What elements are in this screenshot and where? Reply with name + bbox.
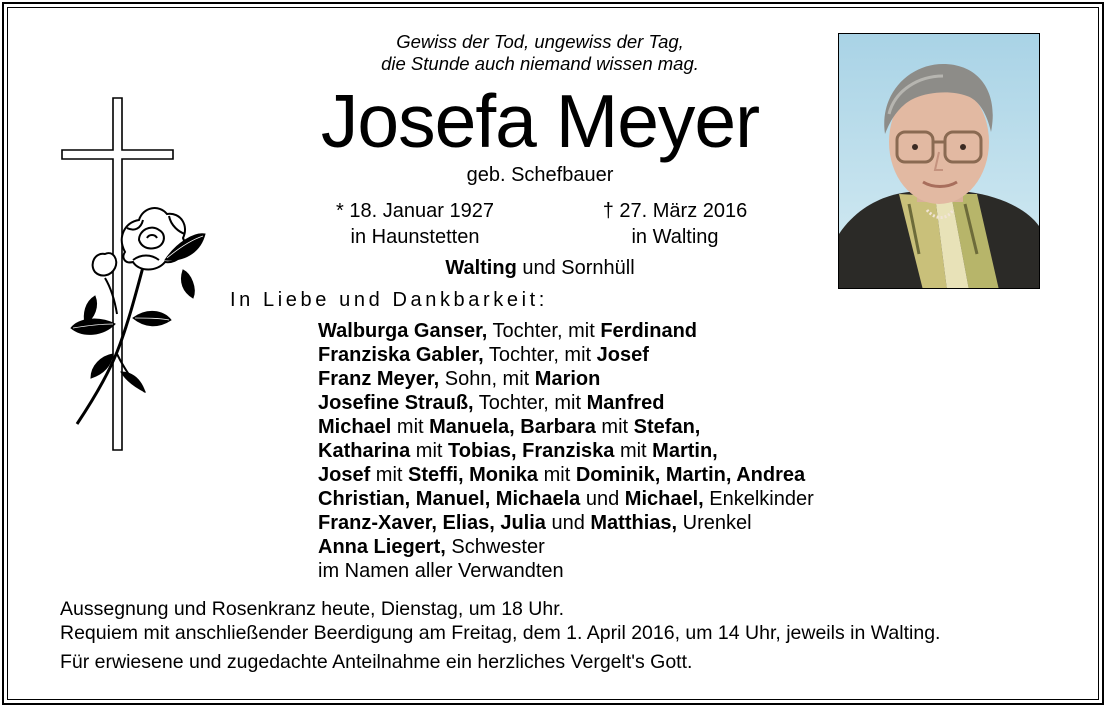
mourner-line (318, 487, 814, 511)
mourner-name: Christian, Manuel, Michaela (318, 488, 581, 510)
mourner-line (318, 367, 814, 391)
mourner-name: Michael, (624, 488, 704, 510)
announcement-line-1: Aussegnung und Rosenkranz heute, Dienstag, um 18 Uhr. (60, 598, 565, 620)
death-date: † 27. März 2016 (602, 200, 748, 222)
mourner-text: und (580, 488, 625, 510)
mourner-name: Walburga Ganser, (318, 320, 488, 342)
mourner-name: Manfred (586, 392, 665, 414)
mourner-name: Ferdinand (600, 320, 697, 342)
mourner-name: Dominik, Martin, Andrea (575, 464, 806, 486)
mourner-text: Sohn, mit (439, 368, 535, 390)
mourner-text: mit (614, 440, 653, 462)
mourner-line (318, 535, 814, 559)
residence-rest: und Sornhüll (516, 257, 635, 279)
mourner-name: Josef (596, 344, 649, 366)
mourner-name: Matthias, (590, 512, 678, 534)
mourner-text: und (545, 512, 591, 534)
mourner-line (318, 391, 814, 415)
mourner-name: Franziska Gabler, (318, 344, 484, 366)
mourner-name: Michael (318, 416, 392, 438)
announcements (60, 597, 940, 674)
mourner-text: Enkelkinder (703, 488, 814, 510)
deceased-name: Josefa Meyer (320, 79, 760, 163)
verse-line-1: Gewiss der Tod, ungewiss der Tag, (396, 31, 684, 52)
mourners-list (318, 319, 814, 583)
verse (300, 31, 780, 75)
mourner-text: mit (538, 464, 576, 486)
mourner-name: Manuela, Barbara (429, 416, 596, 438)
portrait-icon (839, 34, 1040, 289)
residence-bold: Walting (445, 257, 517, 279)
mourner-name: Tobias, Franziska (448, 440, 615, 462)
birth-date: * 18. Januar 1927 (336, 200, 494, 222)
mourner-name: Franz-Xaver, Elias, Julia (318, 512, 546, 534)
thanks-line: Für erwiesene und zugedachte Anteilnahme ein herzliches Vergelt's Gott. (60, 651, 693, 673)
mourner-line (318, 439, 814, 463)
mourner-name: Steffi, Monika (408, 464, 539, 486)
mourner-name: Martin, (652, 440, 718, 462)
mourner-text: mit (595, 416, 634, 438)
mourner-line (318, 511, 814, 535)
mourner-line (318, 319, 814, 343)
mourner-name: Josef (318, 464, 371, 486)
mourner-line (318, 463, 814, 487)
birth-name: geb. Schefbauer (466, 164, 614, 186)
mourner-line (318, 559, 814, 583)
mourner-name: Franz Meyer, (318, 368, 440, 390)
mourner-name: Stefan, (633, 416, 701, 438)
verse-line-2: die Stunde auch niemand wissen mag. (381, 53, 699, 74)
mourner-text: Tochter, mit (483, 344, 597, 366)
announcement-line-2: Requiem mit anschließender Beerdigung am Freitag, dem 1. April 2016, um 14 Uhr, jeweils in Walting. (60, 622, 941, 644)
dedication: In Liebe und Dankbarkeit: (230, 289, 548, 311)
death-block (580, 198, 770, 250)
cross-with-rose-icon (55, 92, 215, 462)
mourner-name: Josefine Strauß, (318, 392, 474, 414)
mourner-name: Anna Liegert, (318, 536, 446, 558)
mourner-text: im Namen aller Verwandten (318, 560, 564, 582)
death-place: in Walting (631, 226, 719, 248)
mourner-text: mit (391, 416, 430, 438)
residence (340, 257, 740, 280)
mourner-name: Katharina (318, 440, 411, 462)
mourner-line (318, 415, 814, 439)
mourner-text: mit (410, 440, 449, 462)
birth-place: in Haunstetten (350, 226, 480, 248)
birth-block (320, 198, 510, 250)
mourner-text: Urenkel (677, 512, 752, 534)
portrait-photo (838, 33, 1040, 289)
mourner-text: Schwester (445, 536, 545, 558)
mourner-text: Tochter, mit (487, 320, 601, 342)
mourner-name: Marion (534, 368, 601, 390)
mourner-text: mit (370, 464, 409, 486)
mourner-text: Tochter, mit (473, 392, 587, 414)
mourner-line (318, 343, 814, 367)
